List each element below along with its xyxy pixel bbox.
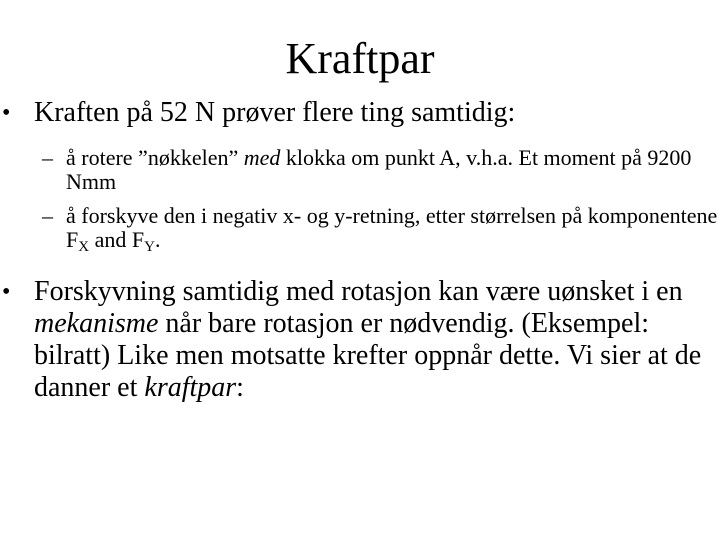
sub-text-emphasis: med xyxy=(243,145,281,170)
sub-item-rotate xyxy=(0,146,720,194)
sub-bullet-marker: – xyxy=(42,145,53,170)
sub-item-translate xyxy=(0,204,720,255)
subscript-y: Y xyxy=(144,239,155,255)
bullet-text-part: Forskyvning samtidig med rotasjon kan være uønsket i en xyxy=(34,276,683,307)
sub-text-part: klokka om punkt A, v.h.a. Et moment på 9200 Nmm xyxy=(66,145,692,194)
bullet-text-emphasis: mekanisme xyxy=(34,308,159,339)
slide-title: Kraftpar xyxy=(285,34,435,83)
bullet-marker: • xyxy=(2,279,11,305)
bullet-text-part: når bare rotasjon er nødvendig. (Eksempel: bilratt) Like men motsatte krefter oppnår dette. Vi sier at de danner et xyxy=(34,308,702,403)
bullet-list xyxy=(0,97,720,404)
sub-text-part: å forskyve den i negativ x- og y-retning, etter størrelsen på komponentene F xyxy=(66,203,718,252)
sub-bullet-marker: – xyxy=(42,203,53,228)
sub-text-part: and F xyxy=(89,227,145,252)
bullet-text-part: : xyxy=(236,372,244,403)
bullet-text-emphasis: kraftpar xyxy=(144,372,237,403)
bullet-text: Kraften på 52 N prøver flere ting samtidig: xyxy=(34,97,516,128)
sub-text-part: å rotere ”nøkkelen” xyxy=(66,145,244,170)
bullet-marker: • xyxy=(2,100,11,126)
sub-text-part: . xyxy=(154,227,161,252)
bullet-item-couple xyxy=(0,276,720,404)
subscript-x: X xyxy=(78,239,90,255)
bullet-item-forces xyxy=(0,97,720,129)
